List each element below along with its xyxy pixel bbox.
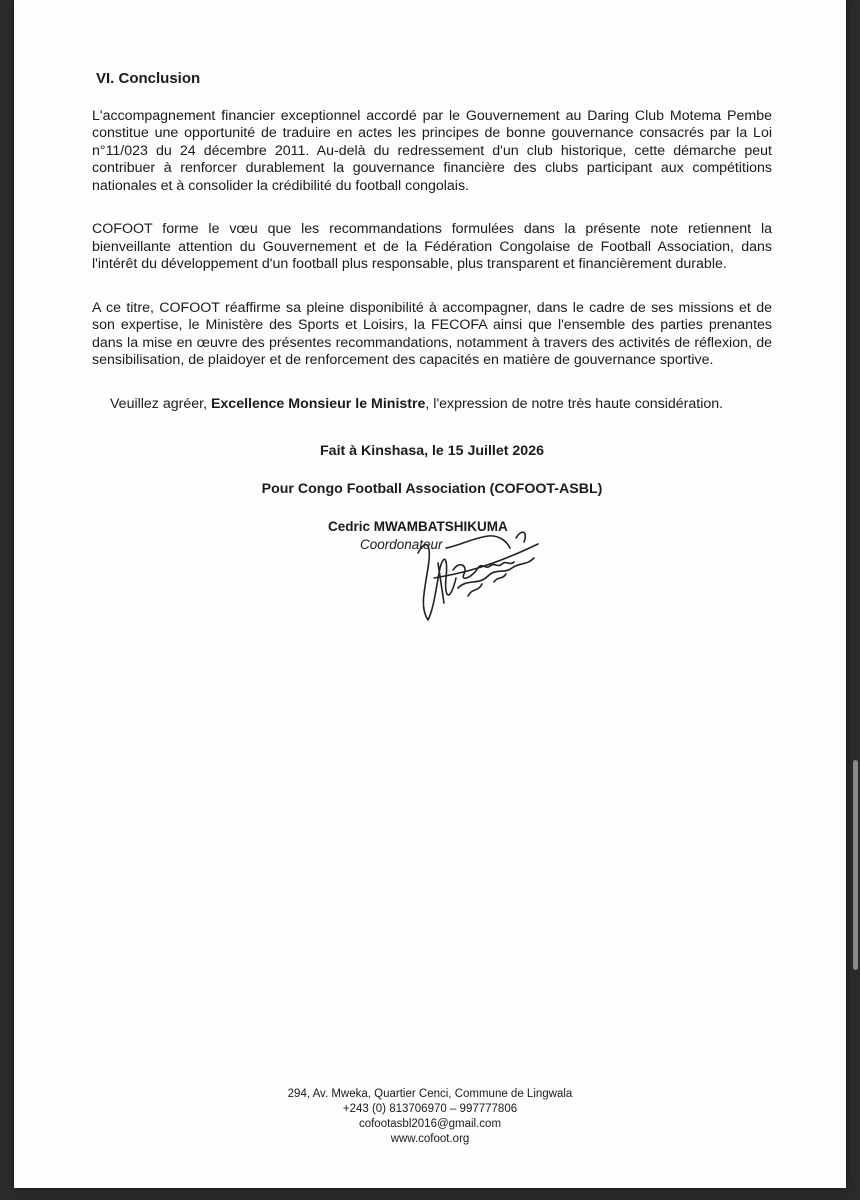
organization-line: Pour Congo Football Association (COFOOT-ASBL) [261, 480, 603, 497]
signatory-name: Cedric MWAMBATSHIKUMA [328, 519, 508, 534]
footer-email: cofootasbl2016@gmail.com [358, 1118, 502, 1130]
scrollbar-thumb[interactable] [853, 760, 858, 970]
footer-phone: +243 (0) 813706970 – 997777806 [342, 1103, 518, 1115]
section-heading: VI. Conclusion [96, 70, 201, 87]
footer-address: 294, Av. Mweka, Quartier Cenci, Commune de Lingwala [287, 1088, 573, 1100]
closing-formula [110, 396, 772, 414]
handwritten-signature [398, 508, 548, 628]
document-page [14, 0, 846, 1188]
signatory-title: Coordonateur [360, 536, 443, 552]
place-date: Fait à Kinshasa, le 15 Juillet 2026 [320, 443, 544, 459]
letterhead-footer [14, 1087, 846, 1147]
closing-addressee: Excellence Monsieur le Ministre [210, 395, 426, 412]
signature-block [328, 518, 772, 668]
closing-suffix: , l'expression de notre très haute considération. [425, 395, 724, 412]
paragraph-recommendations: COFOOT forme le vœu que les recommandations formulées dans la présente note retiennent la bienveillante attention du Gouvernement et de la Fédération Congolaise de Football Association, dans l'intérêt du développement d'un football plus responsable, plus transparent et financièrement durable. [92, 221, 772, 272]
footer-website: www.cofoot.org [390, 1133, 470, 1145]
paragraph-financial-support: L'accompagnement financier exceptionnel accordé par le Gouvernement au Daring Club Motema Pembe constitue une opportunité de traduire en actes les principes de bonne gouvernance consacrés par la Loi n°11/023 du 24 décembre 2011. Au-delà du redressement d'un club historique, cette démarche peut contribuer à renforcer durablement la gouvernance financière des clubs participant aux compétitions nationales et à consolider la crédibilité du football congolais. [92, 107, 772, 194]
paragraph-availability: A ce titre, COFOOT réaffirme sa pleine disponibilité à accompagner, dans le cadre de ses missions et de son expertise, le Ministère des Sports et Loisirs, la FECOFA ainsi que l'ensemble des parties prenantes dans la mise en œuvre des présentes recommandations, notamment à travers des activités de réflexion, de sensibilisation, de plaidoyer et de renforcement des capacités en matière de gouvernance sportive. [92, 299, 772, 368]
closing-prefix: Veuillez agréer, [110, 395, 211, 412]
letter-body [92, 70, 772, 668]
